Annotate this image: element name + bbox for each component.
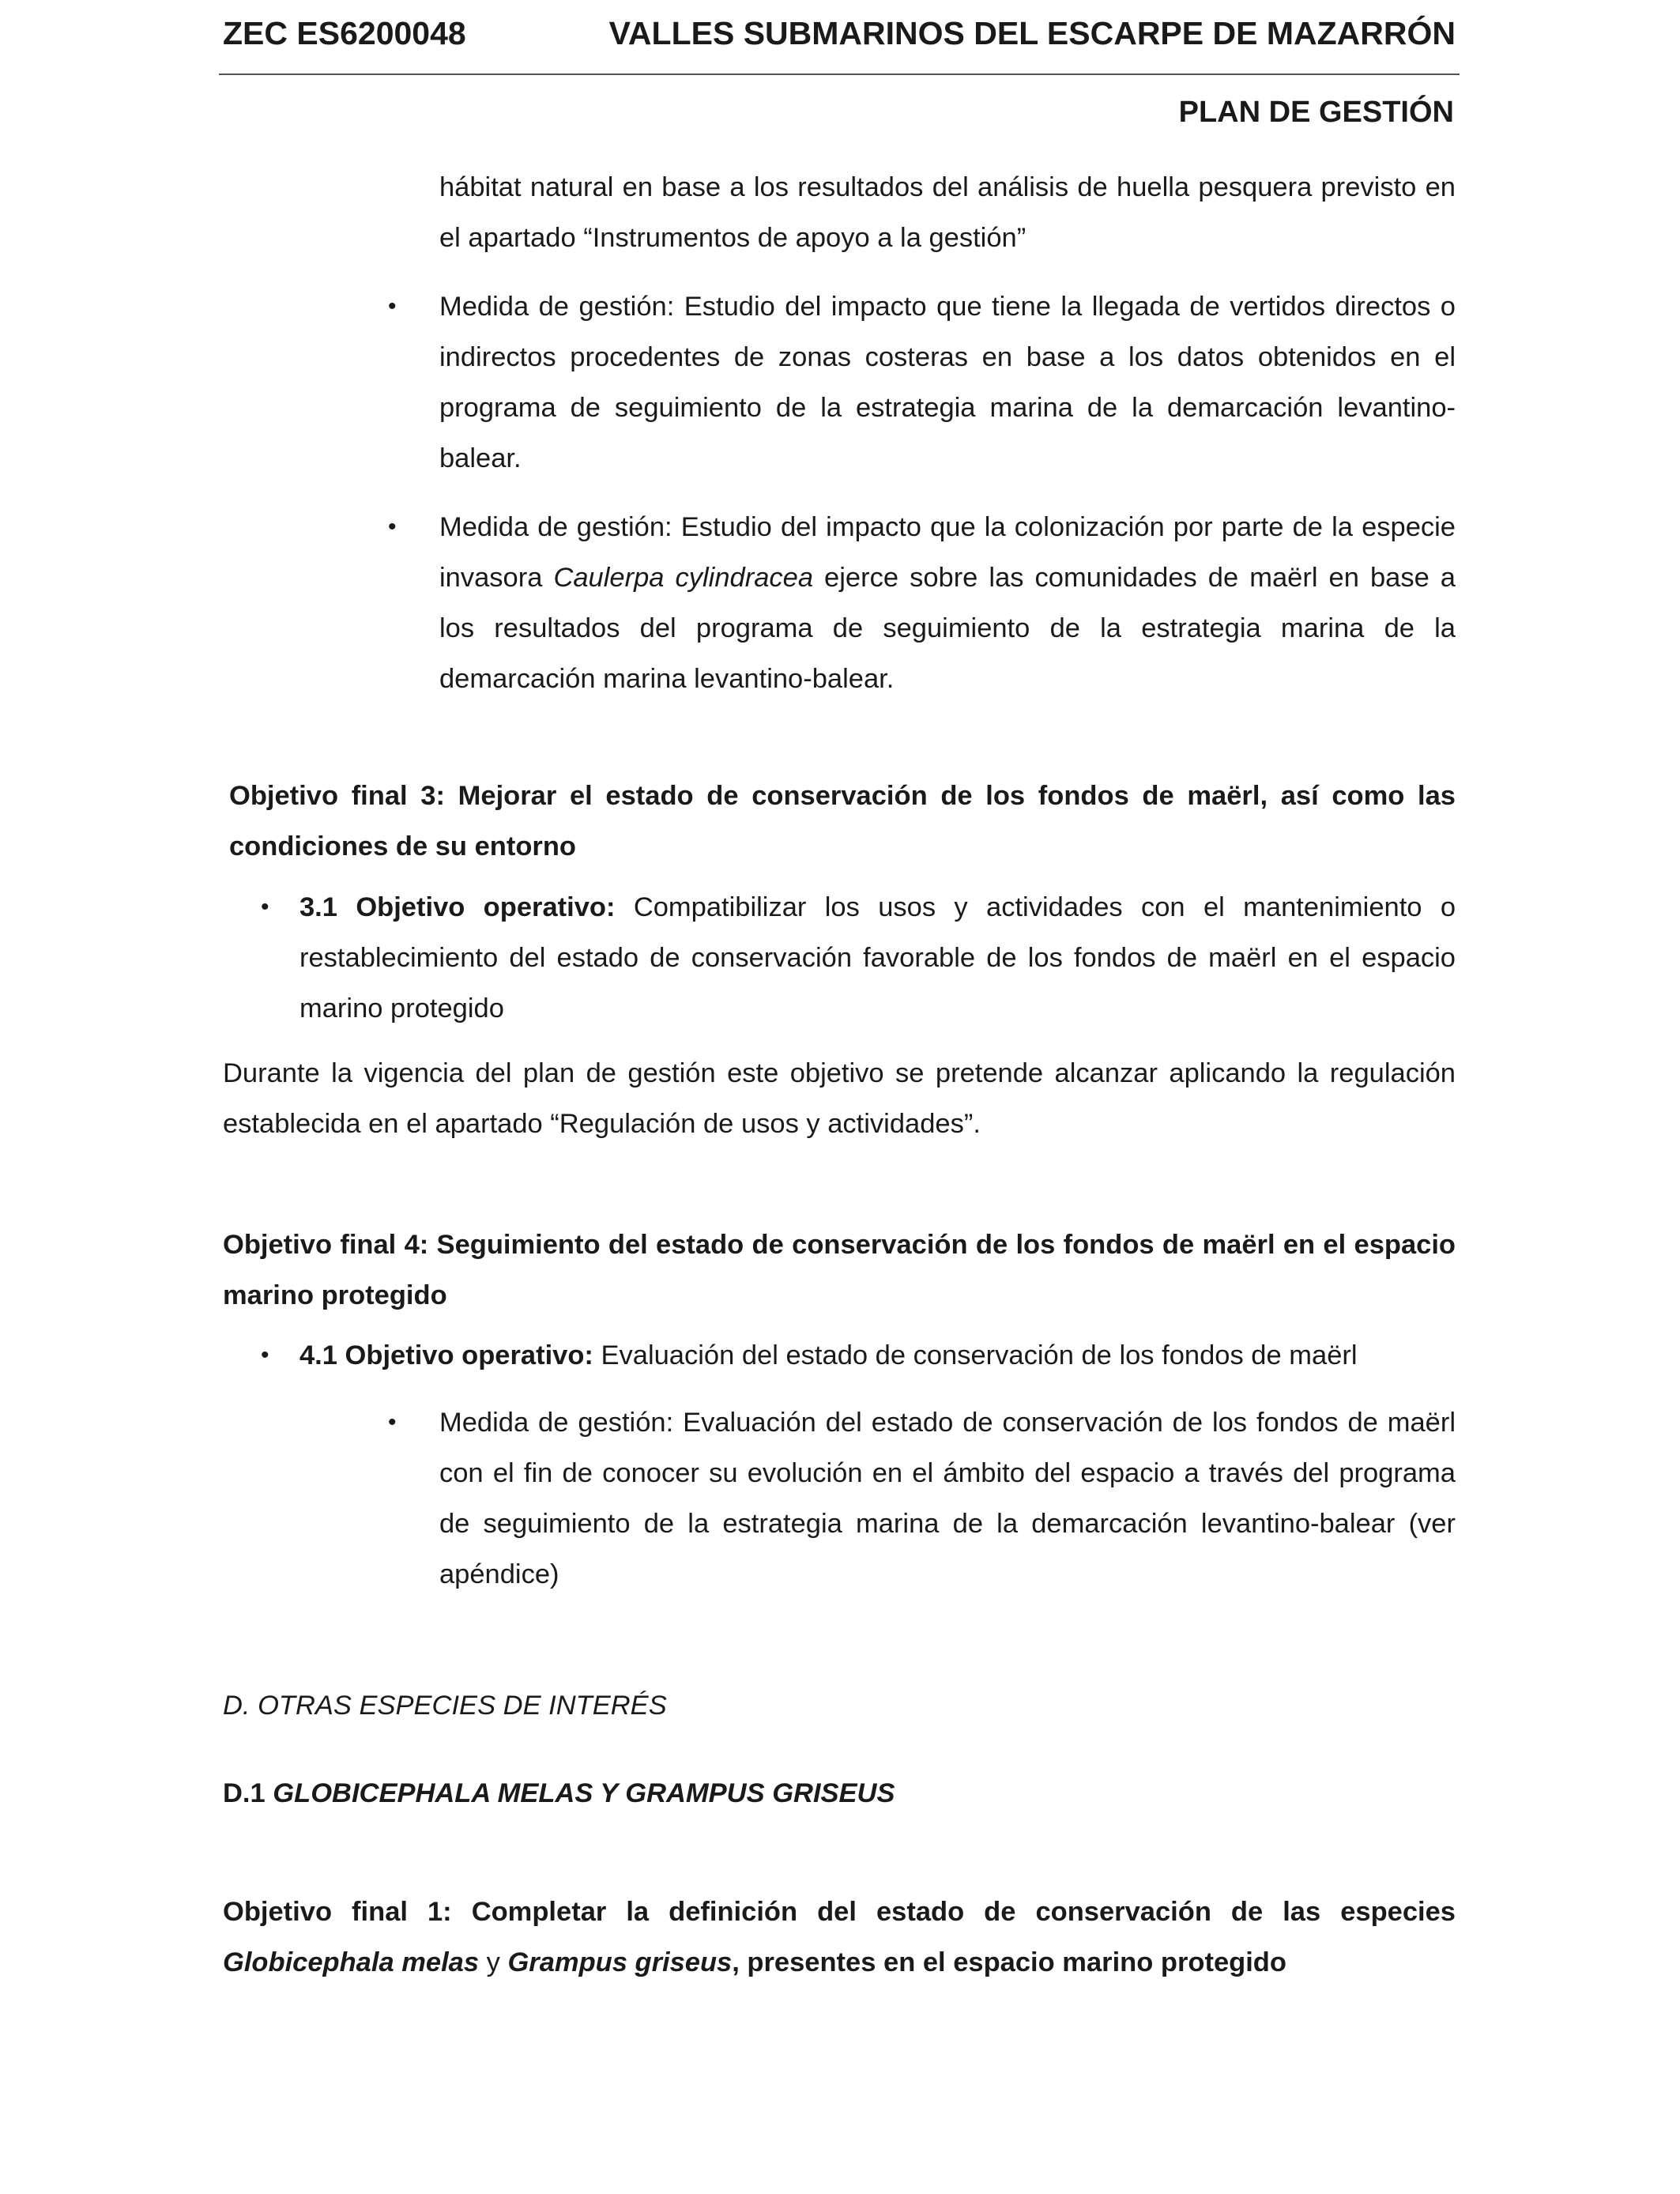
bullet-marker: • [261,894,269,920]
section-d1-title: GLOBICEPHALA MELAS Y GRAMPUS GRISEUS [273,1778,895,1808]
section-d-heading: D. OTRAS ESPECIES DE INTERÉS [223,1691,667,1721]
objective-3-paragraph: Durante la vigencia del plan de gestión este objetivo se pretende alcanzar aplicando la regulación establecida en el apartado “Regulación de usos y actividades”. [223,1058,1456,1139]
species-grampus: Grampus griseus [507,1947,733,1977]
section-d1-heading [223,1768,895,1819]
header-title: VALLES SUBMARINOS DEL ESCARPE DE MAZARRÓN [608,15,1456,51]
objective-d1-prefix: Objetivo final 1: Completar la definición del estado de conservación de las especies [223,1897,1456,1927]
measure-caulerpa [439,502,1456,704]
bullet-marker: • [261,1342,269,1368]
bullet-marker: • [388,514,397,540]
objective-d1-title [223,1887,1456,1988]
objective-4-operative [299,1330,1358,1381]
continuation-text: hábitat natural en base a los resultados del análisis de huella pesquera previsto en el apartado “Instrumentos de apoyo a la gestión” [439,172,1456,253]
objective-4-op-text: Evaluación del estado de conservación de los fondos de maërl [593,1340,1358,1370]
objective-3-title: Objetivo final 3: Mejorar el estado de conservación de los fondos de maërl, así como las condiciones de su entorno [229,781,1456,861]
header-code: ZEC ES6200048 [223,15,466,51]
species-globicephala: Globicephala melas [223,1947,480,1977]
objective-d1-connector: y [479,1947,508,1977]
bullet-marker: • [388,1409,397,1435]
measure-vertidos: Medida de gestión: Estudio del impacto que tiene la llegada de vertidos directos o indirectos procedentes de zonas costeras en base a los datos obtenidos en el programa de seguimiento de la estrategia marina de la demarcación levantino-balear. [439,292,1456,473]
objective-4-measure: Medida de gestión: Evaluación del estado de conservación de los fondos de maërl con el fin de conocer su evolución en el ámbito del espacio a través del programa de seguimiento de la estrategia marina de la demarcación levantino-balear (ver apéndice) [439,1408,1456,1589]
objective-3-op-label: 3.1 Objetivo operativo: [299,892,616,922]
objective-3-op-text: Compatibilizar los usos y actividades con el mantenimiento o restablecimiento del estado de conservación favorable de los fondos de maërl en el espacio marino protegido [299,892,1456,1023]
section-d1-prefix: D.1 [223,1778,273,1808]
species-caulerpa: Caulerpa cylindracea [553,563,814,593]
header-rule [219,74,1460,75]
objective-4-op-label: 4.1 Objetivo operativo: [299,1340,593,1370]
measure-caulerpa-before: Medida de gestión: Estudio del impacto que la colonización por parte de la especie invasora [439,512,1456,593]
measure-caulerpa-after: ejerce sobre las comunidades de maërl en base a los resultados del programa de seguimiento de la estrategia marina de la demarcación marina levantino-balear. [439,563,1456,694]
objective-d1-suffix: , presentes en el espacio marino protegido [732,1947,1286,1977]
objective-3-operative [299,882,1456,1034]
objective-4-title: Objetivo final 4: Seguimiento del estado de conservación de los fondos de maërl en el espacio marino protegido [223,1230,1456,1310]
header-subtitle: PLAN DE GESTIÓN [1178,96,1454,129]
bullet-marker: • [388,293,397,319]
